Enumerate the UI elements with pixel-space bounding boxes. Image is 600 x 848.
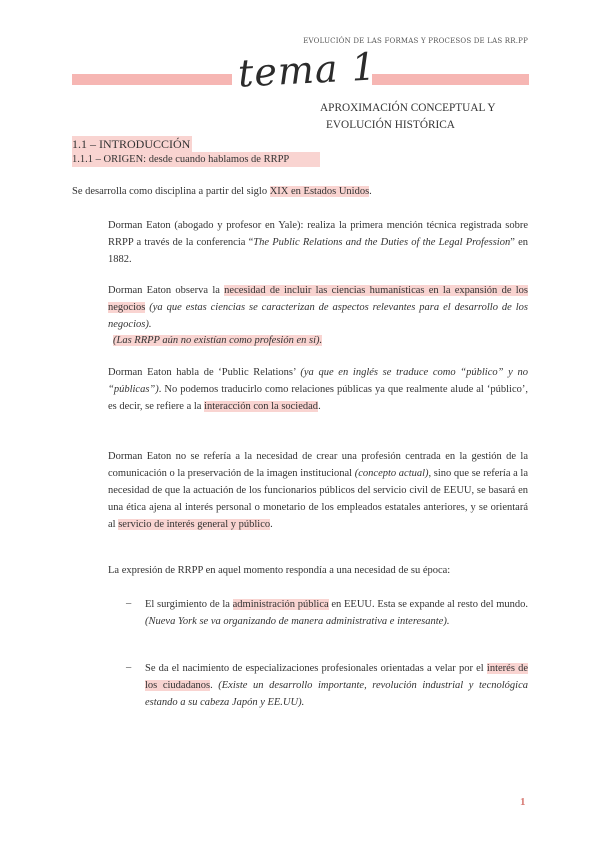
bullet-item-1: El surgimiento de la administración pública en EEUU. Esta se expande al resto del mundo. (Nueva York se va organizando de manera administrativa e interesante). <box>145 599 528 627</box>
highlight: XIX en Estados Unidos <box>269 186 370 197</box>
section-heading: 1.1 – INTRODUCCIÓN <box>72 137 191 151</box>
page-number: 1 <box>520 796 526 808</box>
bullet-dash: – <box>126 598 132 609</box>
subtitle-line-1: APROXIMACIÓN CONCEPTUAL Y <box>320 102 496 114</box>
tema-title: tema 1 <box>236 44 378 96</box>
paragraph-2: Dorman Eaton (abogado y profesor en Yale): realiza la primera mención técnica registrada sobre RRPP a través de la conferencia “The Public Relations and the Duties of the Legal Profession” en 1882. <box>108 220 528 265</box>
subsection-heading: 1.1.1 – ORIGEN: desde cuando hablamos de RRPP <box>72 152 320 167</box>
paragraph-3: Dorman Eaton observa la necesidad de incluir las ciencias humanísticas en la expansión de los negocios (ya que estas ciencias se caracterizan de aspectos relevantes para el desarrollo de los negocios). <box>108 285 528 330</box>
running-header: EVOLUCIÓN DE LAS FORMAS Y PROCESOS DE LAS RR.PP <box>303 37 528 45</box>
highlight: interacción con la sociedad <box>204 401 319 412</box>
highlight: administración pública <box>232 599 329 610</box>
highlight: servicio de interés general y público <box>118 519 271 530</box>
highlight: interés de los ciudadanos <box>145 663 528 691</box>
chapter-subtitle <box>320 100 530 134</box>
bullet-item-2: Se da el nacimiento de especializaciones profesionales orientadas a velar por el interés de los ciudadanos. (Existe un desarrollo importante, revolución industrial y tecnológica estando a su cabeza Japón y EE.UU). <box>145 663 528 708</box>
title-bar-right <box>372 74 529 85</box>
paragraph-3-note <box>113 332 389 349</box>
highlight: (Las RRPP aún no existían como profesión en sí). <box>113 335 323 346</box>
paragraph-5: Dorman Eaton no se refería a la necesidad de crear una profesión centrada en la gestión de la comunicación o la preservación de la imagen institucional (concepto actual), sino que se refería a la necesidad de que la actuación de los funcionarios públicos del servicio civil de EEUU, se basará en una ética ajena al interés personal o monetario de los empleados estatales anteriores, y se orientará al servicio de interés general y público. <box>108 451 528 530</box>
paragraph-6: La expresión de RRPP en aquel momento respondía a una necesidad de su época: <box>108 565 451 576</box>
subtitle-line-2: EVOLUCIÓN HISTÓRICA <box>326 119 455 131</box>
title-bar-left <box>72 74 232 85</box>
paragraph-4: Dorman Eaton habla de ‘Public Relations’ (ya que en inglés se traduce como “público” y no “públicas”). No podemos traducirlo como relaciones públicas ya que realmente alude al ‘público’, es decir, se refiere a la interacción con la sociedad. <box>108 367 528 412</box>
paragraph-1: Se desarrolla como disciplina a partir del siglo XIX en Estados Unidos. <box>72 186 372 197</box>
highlight: necesidad de incluir las ciencias humanísticas en la expansión de los negocios <box>108 285 528 313</box>
bullet-dash: – <box>126 662 132 673</box>
